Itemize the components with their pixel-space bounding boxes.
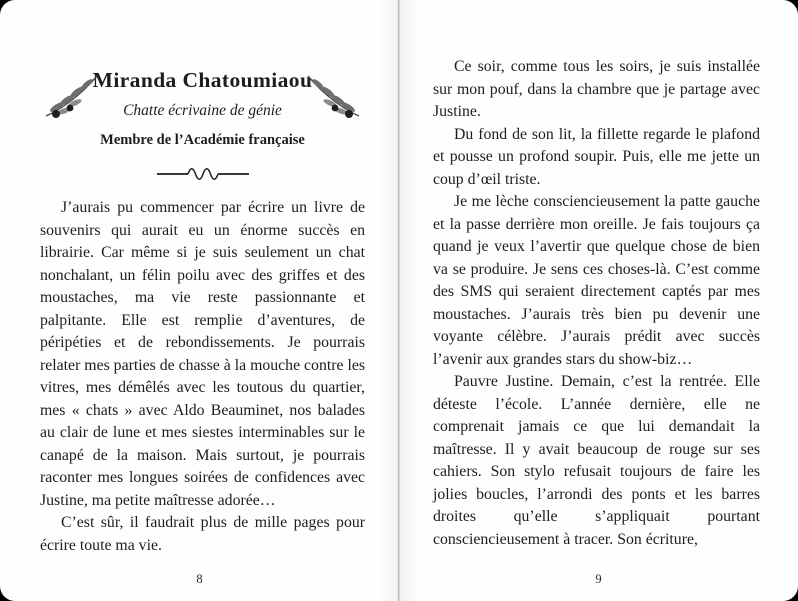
- right-page: [399, 0, 798, 601]
- paragraph: J’aurais pu commencer par écrire un livre de souvenirs qui aurait eu un énorme succès en librairie. Car même si je suis seulement un chat nonchalant, un félin poilu avec des griffes et des moustaches, ma vie reste passionnante et palpitante. Elle est remplie d’aventures, de péripéties et de rebondissements. Je pourrais relater mes parties de chasse à la mouche contre les vitres, mes démêlés avec les toutous du quartier, mes « chats » avec Aldo Beauminet, nos balades au clair de lune et mes siestes interminables sur le canapé de la maison. Mais surtout, je pourrais raconter mes longues soirées de confidences avec Justine, ma petite maîtresse adorée…: [40, 199, 366, 509]
- page-number-left: 8: [196, 572, 203, 586]
- chapter-subtitle: Chatte écrivaine de génie: [123, 102, 282, 119]
- laurel-branch-left-icon: [42, 70, 100, 122]
- chapter-affiliation: Membre de l’Académie française: [100, 132, 305, 148]
- ornament-squiggle-divider-icon: [155, 165, 251, 183]
- paragraph: Du fond de son lit, la fillette regarde le plafond et pousse un profond soupir. Puis, elle me jette un coup d’œil triste.: [433, 125, 760, 188]
- right-page-body: [433, 56, 760, 551]
- chapter-title: Miranda Chatoumiaou: [92, 68, 313, 92]
- paragraph: C’est sûr, il faudrait plus de mille pages pour écrire toute ma vie.: [40, 514, 365, 554]
- paragraph: Pauvre Justine. Demain, c’est la rentrée. Elle déteste l’école. L’année dernière, elle ne comprenait jamais ce que lui demandait la maîtresse. Il y avait beaucoup de rouge sur ses cahiers. Son stylo refusait toujours de faire les jolies boucles, l’arrondi des ponts et les barres droites qu’elle s’appliquait pourtant consciencieusement à tracer. Son écriture,: [433, 373, 760, 548]
- laurel-branch-right-icon: [305, 70, 363, 122]
- paragraph: Ce soir, comme tous les soirs, je suis installée sur mon pouf, dans la chambre que je partage avec Justine.: [433, 58, 760, 120]
- paragraph: Je me lèche consciencieusement la patte gauche et la passe derrière mon oreille. Je fais toujours ça quand je veux l’avertir que quelque chose de bien va se produire. Je sens ces choses-là. C’est comme des SMS qui seraient directement captés par mes moustaches. J’aurais très bien pu devenir une voyante célèbre. J’aurais prédit avec succès l’avenir aux grandes stars du show-biz…: [433, 193, 760, 368]
- chapter-header: [40, 68, 365, 183]
- gutter-divider: [398, 0, 399, 601]
- page-number-right: 9: [595, 572, 602, 586]
- left-page-body: [40, 197, 365, 557]
